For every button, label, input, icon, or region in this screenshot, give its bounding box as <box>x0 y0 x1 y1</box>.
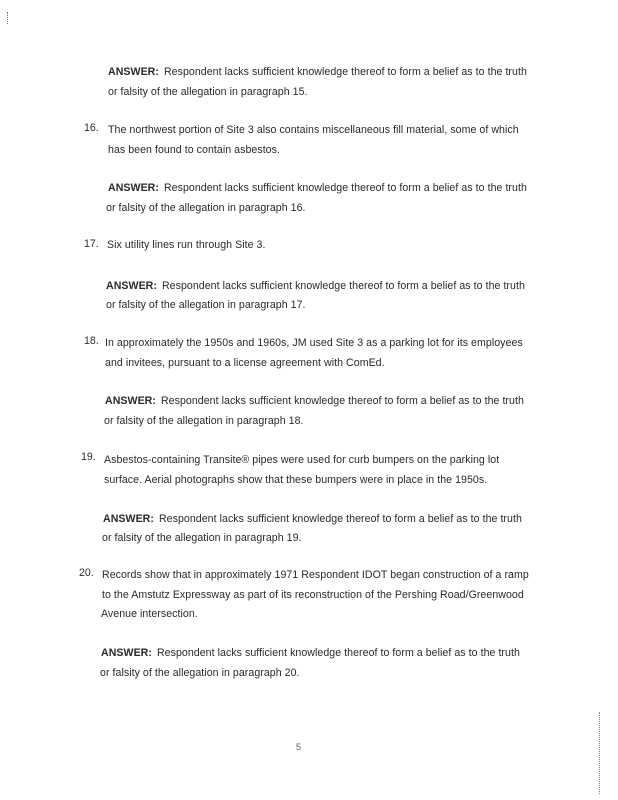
paragraph-number-18: 18. <box>84 335 99 347</box>
allegation-20-line-3: Avenue intersection. <box>101 608 198 620</box>
answer-label: ANSWER: <box>106 280 157 292</box>
paragraph-number-16: 16. <box>84 122 99 134</box>
paragraph-number-20: 20. <box>79 567 94 579</box>
answer-label: ANSWER: <box>105 395 156 407</box>
answer-label: ANSWER: <box>103 513 154 525</box>
answer-18-line-1: ANSWER: Respondent lacks sufficient knowledge thereof to form a belief as to the truth <box>105 395 524 407</box>
answer-18-line-2: or falsity of the allegation in paragraph 18. <box>104 415 304 427</box>
answer-label: ANSWER: <box>101 647 152 659</box>
allegation-20-line-1: Records show that in approximately 1971 Respondent IDOT began construction of a ramp <box>102 569 529 581</box>
scan-mark <box>7 12 9 24</box>
answer-17-line-1: ANSWER: Respondent lacks sufficient knowledge thereof to form a belief as to the truth <box>106 280 525 292</box>
answer-16-line-1: ANSWER: Respondent lacks sufficient knowledge thereof to form a belief as to the truth <box>108 182 527 194</box>
paragraph-number-19: 19. <box>81 451 96 463</box>
allegation-18-line-1: In approximately the 1950s and 1960s, JM used Site 3 as a parking lot for its employees <box>105 337 523 349</box>
allegation-16-line-1: The northwest portion of Site 3 also contains miscellaneous fill material, some of which <box>108 124 519 136</box>
answer-label: ANSWER: <box>108 182 159 194</box>
answer-17-line-2: or falsity of the allegation in paragraph 17. <box>106 299 306 311</box>
answer-20-line-2: or falsity of the allegation in paragraph 20. <box>100 667 300 679</box>
answer-19-line-1: ANSWER: Respondent lacks sufficient knowledge thereof to form a belief as to the truth <box>103 513 522 525</box>
allegation-19-line-2: surface. Aerial photographs show that these bumpers were in place in the 1950s. <box>104 474 488 486</box>
allegation-17-line-1: Six utility lines run through Site 3. <box>107 239 266 251</box>
allegation-19-line-1: Asbestos-containing Transite® pipes were used for curb bumpers on the parking lot <box>104 454 500 466</box>
allegation-20-line-2: to the Amstutz Expressway as part of its reconstruction of the Pershing Road/Greenwood <box>102 589 524 601</box>
allegation-18-line-2: and invitees, pursuant to a license agreement with ComEd. <box>105 357 385 369</box>
paragraph-number-17: 17. <box>84 238 99 250</box>
answer-20-line-1: ANSWER: Respondent lacks sufficient knowledge thereof to form a belief as to the truth <box>101 647 520 659</box>
page-number: 5 <box>296 742 302 752</box>
scan-edge-mark <box>599 712 601 794</box>
answer-16-line-2: or falsity of the allegation in paragraph 16. <box>106 202 306 214</box>
answer-15-line-1: ANSWER: Respondent lacks sufficient knowledge thereof to form a belief as to the truth <box>108 66 527 78</box>
answer-15-line-2: or falsity of the allegation in paragraph 15. <box>108 86 308 98</box>
allegation-16-line-2: has been found to contain asbestos. <box>108 144 280 156</box>
answer-19-line-2: or falsity of the allegation in paragraph 19. <box>102 532 302 544</box>
answer-label: ANSWER: <box>108 66 159 78</box>
